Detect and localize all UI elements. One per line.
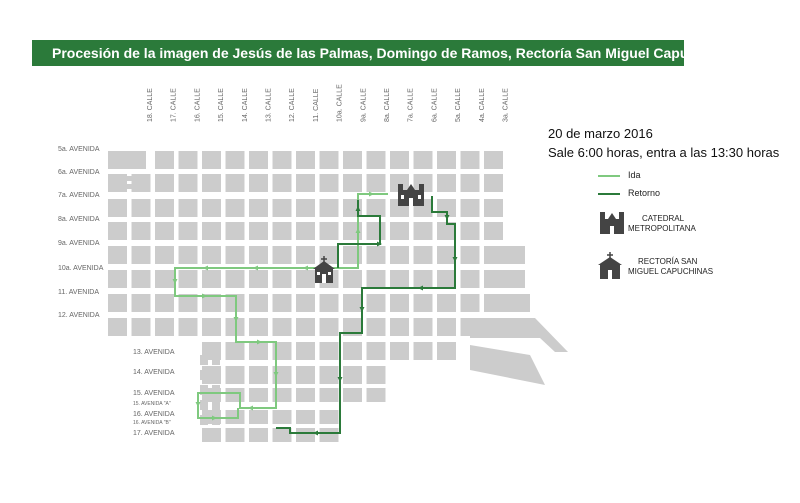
city-block: [343, 174, 362, 192]
city-block: [343, 246, 362, 264]
route-arrow: [203, 266, 208, 271]
city-block: [485, 246, 525, 264]
street-label: 7a. CALLE: [407, 88, 415, 122]
city-block: [414, 294, 433, 312]
city-block: [437, 294, 456, 312]
city-block: [461, 199, 480, 217]
city-block: [320, 342, 339, 360]
city-block: [108, 199, 127, 217]
city-block: [367, 294, 386, 312]
city-block: [108, 318, 127, 336]
street-label: 12. CALLE: [289, 88, 297, 122]
city-block: [249, 246, 268, 264]
city-block: [437, 342, 456, 360]
avenue-label: 16. AVENIDA "B": [133, 420, 171, 426]
city-block: [437, 174, 456, 192]
city-block: [296, 342, 315, 360]
city-block: [249, 199, 268, 217]
city-block: [249, 318, 268, 336]
city-block: [212, 355, 220, 365]
city-block: [132, 199, 151, 217]
avenue-label: 6a. AVENIDA: [58, 169, 100, 176]
city-block: [461, 222, 480, 240]
city-block: [249, 151, 268, 169]
city-block: [437, 270, 456, 288]
city-block: [273, 318, 292, 336]
city-block: [414, 318, 433, 336]
city-block: [226, 388, 245, 402]
city-block: [179, 222, 198, 240]
street-labels: [147, 84, 510, 122]
city-block: [367, 246, 386, 264]
city-block: [200, 370, 208, 380]
city-block: [367, 388, 386, 402]
city-block: [249, 366, 268, 384]
city-block: [296, 222, 315, 240]
city-block: [320, 222, 339, 240]
city-block: [320, 428, 339, 442]
city-block: [296, 366, 315, 384]
avenue-label: 16. AVENIDA: [133, 411, 175, 418]
city-block: [179, 270, 198, 288]
city-block: [249, 410, 268, 424]
city-block: [226, 199, 245, 217]
city-block: [212, 370, 220, 380]
city-block: [132, 222, 151, 240]
avenue-label: 15. AVENIDA: [133, 390, 175, 397]
city-block: [414, 270, 433, 288]
legend-catedral-line1: CATEDRAL: [642, 214, 685, 223]
avenue-label: 15. AVENIDA "A": [133, 401, 171, 407]
legend-retorno-swatch: [598, 193, 620, 195]
avenue-label: 11. AVENIDA: [58, 289, 99, 296]
city-block: [226, 366, 245, 384]
city-block: [390, 318, 409, 336]
route-arrow: [369, 192, 374, 197]
catedral-legend-icon: [600, 212, 624, 234]
city-block: [179, 318, 198, 336]
city-block: [437, 246, 456, 264]
city-block: [484, 199, 503, 217]
city-block: [367, 174, 386, 192]
avenue-label: 13. AVENIDA: [133, 349, 175, 356]
city-block: [155, 151, 174, 169]
street-label: 11. CALLE: [312, 88, 320, 122]
street-label: 3a. CALLE: [502, 88, 510, 122]
city-block: [390, 151, 409, 169]
legend-rectoria-line1: RECTORÍA SAN: [638, 257, 698, 266]
street-label: 16. CALLE: [194, 88, 202, 122]
city-block-irregular: [470, 318, 568, 352]
city-block: [273, 428, 292, 442]
city-block: [296, 199, 315, 217]
avenue-label: 14. AVENIDA: [133, 369, 175, 376]
city-block: [132, 246, 151, 264]
city-block: [108, 176, 138, 181]
city-block: [132, 270, 151, 288]
avenue-label: 12. AVENIDA: [58, 312, 100, 319]
city-block: [273, 410, 292, 424]
city-block: [226, 151, 245, 169]
street-label: 13. CALLE: [265, 88, 273, 122]
page-title: Procesión de la imagen de Jesús de las Palmas, Domingo de Ramos, Rectoría San Miguel Capuchinas: [32, 40, 684, 66]
city-block: [179, 199, 198, 217]
route-arrow: [196, 402, 201, 407]
city-block: [108, 246, 127, 264]
city-block: [200, 400, 208, 410]
city-block: [155, 246, 174, 264]
city-block: [249, 388, 268, 402]
legend-retorno-label: Retorno: [628, 188, 661, 198]
city-block: [226, 174, 245, 192]
avenue-label: 9a. AVENIDA: [58, 240, 100, 247]
city-block: [226, 270, 245, 288]
city-block: [461, 270, 480, 288]
city-block: [202, 246, 221, 264]
route-arrow: [303, 266, 308, 271]
city-block: [202, 151, 221, 169]
street-label: 18. CALLE: [147, 88, 154, 122]
city-block: [367, 151, 386, 169]
city-block: [343, 366, 362, 384]
catedral-map-icon: [398, 184, 424, 206]
city-block: [226, 428, 245, 442]
city-block: [179, 174, 198, 192]
avenue-label: 17. AVENIDA: [133, 430, 175, 437]
city-block: [367, 270, 386, 288]
city-block: [296, 151, 315, 169]
city-block: [320, 294, 339, 312]
city-block: [414, 246, 433, 264]
city-block: [273, 222, 292, 240]
city-block: [155, 222, 174, 240]
city-block: [155, 318, 174, 336]
street-label: 8a. CALLE: [384, 88, 391, 122]
legend-catedral-line2: METROPOLITANA: [628, 224, 696, 233]
street-label: 4a. CALLE: [478, 88, 486, 122]
city-block: [226, 222, 245, 240]
city-block: [155, 174, 174, 192]
city-block: [484, 222, 503, 240]
city-block: [108, 151, 146, 169]
city-block: [461, 174, 480, 192]
city-block: [273, 246, 292, 264]
city-block: [155, 294, 174, 312]
city-block: [108, 270, 127, 288]
city-block: [108, 294, 127, 312]
city-block: [367, 342, 386, 360]
city-block: [249, 294, 268, 312]
city-block: [437, 318, 456, 336]
city-block: [343, 294, 362, 312]
city-block: [108, 184, 138, 189]
route-arrow: [248, 406, 253, 411]
legend-catedral-label: [628, 214, 696, 234]
city-block: [484, 151, 503, 169]
rectoria-legend-icon: [598, 252, 622, 279]
city-block: [461, 151, 480, 169]
legend-rectoria-line2: MIGUEL CAPUCHINAS: [628, 267, 714, 276]
city-block: [202, 270, 221, 288]
city-block-irregular: [470, 345, 545, 385]
city-block: [202, 174, 221, 192]
city-block: [155, 270, 174, 288]
city-block: [200, 355, 208, 365]
city-block: [390, 294, 409, 312]
city-block: [202, 428, 221, 442]
legend-rectoria-label: [628, 257, 713, 277]
city-block: [132, 294, 151, 312]
street-label: 15. CALLE: [218, 88, 226, 122]
city-block: [249, 270, 268, 288]
city-block: [155, 199, 174, 217]
city-block: [249, 428, 268, 442]
city-block: [461, 246, 480, 264]
city-block: [437, 151, 456, 169]
street-label: 14. CALLE: [241, 88, 249, 122]
city-block: [212, 400, 220, 410]
city-block: [273, 174, 292, 192]
city-block: [179, 246, 198, 264]
city-block: [320, 388, 339, 402]
city-block: [343, 342, 362, 360]
city-block: [296, 174, 315, 192]
city-block: [108, 222, 127, 240]
city-block: [320, 410, 339, 424]
legend-ida-label: Ida: [628, 170, 641, 180]
street-label: 6a. CALLE: [431, 88, 439, 122]
city-block: [249, 174, 268, 192]
route-arrow: [253, 266, 258, 271]
city-block: [273, 294, 292, 312]
city-block: [414, 342, 433, 360]
avenue-label: 8a. AVENIDA: [58, 216, 100, 223]
city-block: [132, 318, 151, 336]
city-block: [367, 366, 386, 384]
city-block: [320, 318, 339, 336]
city-block: [226, 246, 245, 264]
city-block: [414, 222, 433, 240]
city-block: [320, 151, 339, 169]
city-block: [367, 318, 386, 336]
city-block: [343, 270, 362, 288]
city-block: [202, 222, 221, 240]
city-block: [367, 222, 386, 240]
city-block: [343, 388, 362, 402]
city-block: [485, 270, 525, 288]
city-block: [179, 151, 198, 169]
street-label: 10a. CALLE: [336, 84, 344, 122]
city-block: [296, 388, 315, 402]
city-block: [296, 318, 315, 336]
city-block: [390, 342, 409, 360]
city-block: [296, 410, 315, 424]
city-block: [296, 294, 315, 312]
city-block: [273, 270, 292, 288]
city-block: [320, 199, 339, 217]
city-block: [202, 318, 221, 336]
city-block: [200, 415, 208, 425]
city-block: [343, 151, 362, 169]
city-block: [390, 246, 409, 264]
city-block: [390, 222, 409, 240]
street-label: 5a. CALLE: [455, 88, 463, 122]
city-block: [320, 246, 339, 264]
route-arrow: [445, 215, 450, 220]
city-block: [296, 428, 315, 442]
city-block: [390, 270, 409, 288]
city-block: [249, 342, 268, 360]
city-block: [320, 366, 339, 384]
street-label: 17. CALLE: [170, 88, 178, 122]
city-block: [320, 174, 339, 192]
city-block: [249, 222, 268, 240]
city-block: [226, 342, 245, 360]
city-block: [484, 174, 503, 192]
city-block: [343, 199, 362, 217]
city-block: [500, 294, 530, 312]
city-block: [296, 246, 315, 264]
avenue-label: 10a. AVENIDA: [58, 265, 104, 272]
event-date: 20 de marzo 2016: [548, 126, 653, 141]
avenue-label: 5a. AVENIDA: [58, 146, 100, 153]
city-block: [273, 199, 292, 217]
city-block: [461, 294, 480, 312]
city-block: [296, 270, 315, 288]
avenue-label: 7a. AVENIDA: [58, 192, 100, 199]
city-block: [273, 151, 292, 169]
city-block: [202, 199, 221, 217]
legend-ida-swatch: [598, 175, 620, 177]
city-block: [414, 151, 433, 169]
city-block: [367, 199, 386, 217]
street-label: 9a. CALLE: [360, 88, 368, 122]
event-schedule: Sale 6:00 horas, entra a las 13:30 horas: [548, 145, 780, 160]
